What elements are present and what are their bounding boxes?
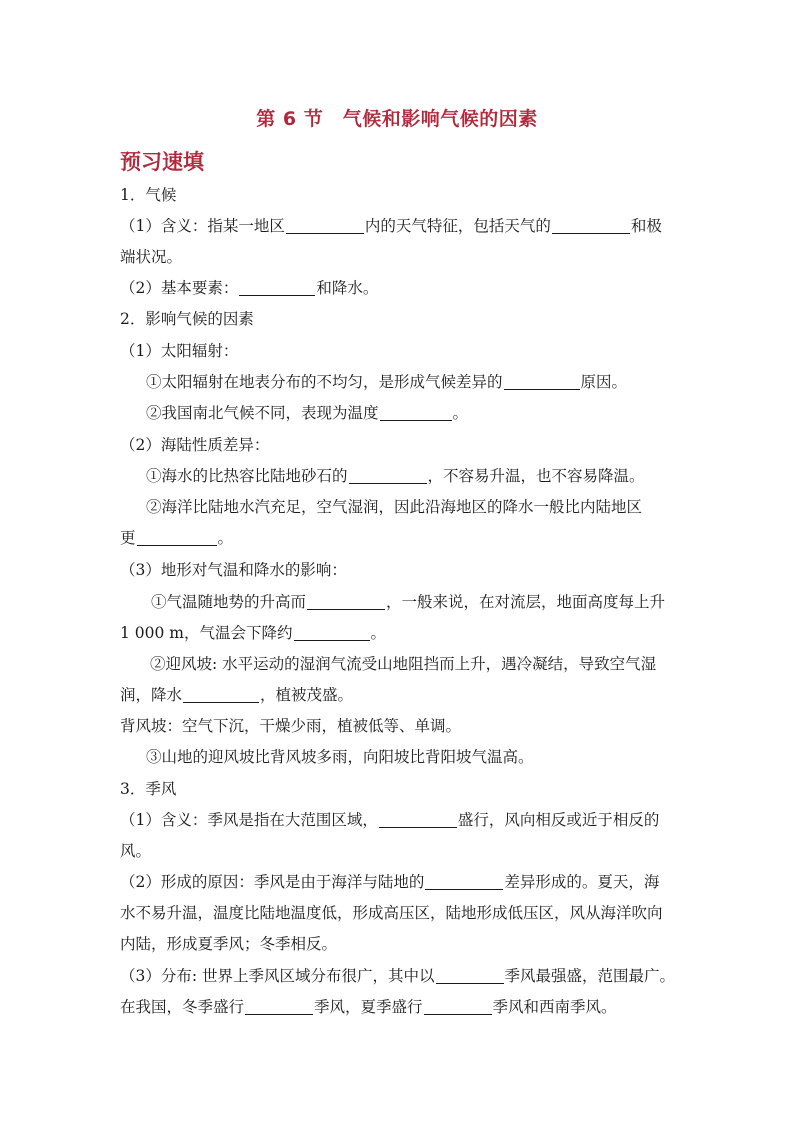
item-heading: 2．影响气候的因素 <box>120 310 254 328</box>
fill-blank[interactable] <box>552 217 630 234</box>
fill-blank[interactable] <box>307 593 385 610</box>
item-heading: 1．气候 <box>120 186 177 204</box>
text-line: 背风坡：空气下沉，干燥少雨，植被低等、单调。 <box>120 717 462 735</box>
text-line: （1）含义：指某一地区 内的天气特征，包括天气的 和极 <box>120 217 662 235</box>
text-line: ①太阳辐射在地表分布的不均匀，是形成气候差异的 原因。 <box>146 373 628 391</box>
fill-blank[interactable] <box>424 998 492 1015</box>
fill-blank[interactable] <box>379 811 457 828</box>
text-line: 内陆，形成夏季风；冬季相反。 <box>120 935 338 953</box>
text-line: 端状况。 <box>120 248 183 266</box>
fill-blank[interactable] <box>349 467 427 484</box>
fill-blank[interactable] <box>425 873 503 890</box>
fill-blank[interactable] <box>183 686 259 703</box>
fill-blank[interactable] <box>294 624 370 641</box>
text-line: 润，降水 ，植被茂盛。 <box>120 686 354 704</box>
fill-blank[interactable] <box>380 404 452 421</box>
text-line: （2）基本要素： 和降水。 <box>120 279 379 297</box>
text-line: 更 。 <box>120 529 234 547</box>
page-title: 第 6 节 气候和影响气候的因素 <box>256 108 538 130</box>
text-line: （2）海陆性质差异： <box>120 436 270 454</box>
text-line: ②迎风坡: 水平运动的湿润气流受山地阻挡而上升，遇冷凝结，导致空气湿 <box>150 655 657 673</box>
text-line: （2）形成的原因：季风是由于海洋与陆地的 差异形成的。夏天，海 <box>120 873 660 891</box>
fill-blank[interactable] <box>239 279 315 296</box>
text-line: ②海洋比陆地水汽充足，空气湿润，因此沿海地区的降水一般比内陆地区 <box>146 498 643 516</box>
text-line: （1）含义：季风是指在大范围区域， 盛行，风向相反或近于相反的 <box>120 811 660 829</box>
item-heading: 3．季风 <box>120 780 177 798</box>
fill-blank[interactable] <box>245 998 313 1015</box>
text-line: ②我国南北气候不同，表现为温度 。 <box>146 404 469 422</box>
text-line: ①气温随地势的升高而 ，一般来说，在对流层，地面高度每上升 <box>151 593 666 611</box>
text-line: 水不易升温，温度比陆地温度低，形成高压区，陆地形成低压区，风从海洋吹向 <box>120 904 663 922</box>
text-line: （1）太阳辐射： <box>120 342 239 360</box>
fill-blank[interactable] <box>504 373 580 390</box>
fill-blank[interactable] <box>286 217 364 234</box>
fill-blank[interactable] <box>137 529 217 546</box>
fill-blank[interactable] <box>436 967 504 984</box>
text-line: 风。 <box>120 842 152 860</box>
text-line: （3）分布: 世界上季风区域分布很广，其中以 季风最强盛，范围最广。 <box>120 967 676 985</box>
text-line: ③山地的迎风坡比背风坡多雨，向阳坡比背阳坡气温高。 <box>146 748 534 766</box>
text-line: 1 000 m，气温会下降约 。 <box>120 624 387 642</box>
text-line: 在我国，冬季盛行 季风，夏季盛行 季风和西南季风。 <box>120 998 617 1016</box>
section-heading: 预习速填 <box>120 150 204 174</box>
text-line: ①海水的比热容比陆地砂石的 ，不容易升温，也不容易降温。 <box>146 467 645 485</box>
text-line: （3）地形对气温和降水的影响： <box>120 561 347 579</box>
